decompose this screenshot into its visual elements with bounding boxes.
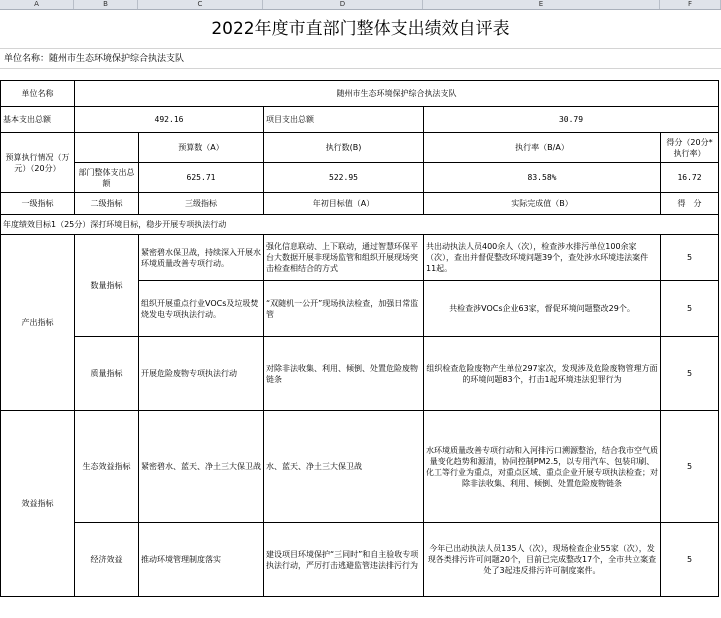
budget-value[interactable]: 625.71 <box>139 163 264 193</box>
column-header-a[interactable]: A <box>0 0 74 9</box>
column-header-c[interactable]: C <box>138 0 263 9</box>
budget-exec-label: 预算执行情况（万元）（20分） <box>1 133 75 193</box>
project-expense-label: 项目支出总额 <box>264 107 424 133</box>
score-header: 得 分 <box>661 193 719 215</box>
indicator-l3-header: 三级指标 <box>139 193 264 215</box>
table-row <box>1 411 719 523</box>
table-row <box>1 107 719 133</box>
exec-value[interactable]: 522.95 <box>264 163 424 193</box>
economic-actual[interactable]: 今年已出动执法人员135人（次），现场检查企业55家（次），发现各类排污许可问题20个，目前已完成整改17个，全市共立案查处了3起违反排污许可制度案件。 <box>424 523 661 597</box>
quantity-row1-l3[interactable]: 紧密碧水保卫战，持续深入开展水环境质量改善专项行动。 <box>139 235 264 281</box>
exec-col-header: 执行数(B) <box>264 133 424 163</box>
quantity-l2: 数量指标 <box>75 235 139 337</box>
annual-goal-line: 年度绩效目标1（25分）深打环境目标，稳步开展专项执法行动 <box>1 215 719 235</box>
column-header-e[interactable]: E <box>423 0 660 9</box>
quality-l2: 质量指标 <box>75 337 139 411</box>
rate-col-header: 执行率（B/A） <box>424 133 661 163</box>
actual-header: 实际完成值（B） <box>424 193 661 215</box>
quantity-row1-score[interactable]: 5 <box>661 235 719 281</box>
quantity-row1-target[interactable]: 强化信息联动、上下联动，通过智慧环保平台大数据开展非现场监管和组织开展现场突击检查相结合的方式 <box>264 235 424 281</box>
quality-l3[interactable]: 开展危险废物专项执法行动 <box>139 337 264 411</box>
indicator-l1-header: 一级指标 <box>1 193 75 215</box>
basic-expense-value[interactable]: 492.16 <box>75 107 264 133</box>
quantity-row2-l3[interactable]: 组织开展重点行业VOCs及垃圾焚烧发电专项执法行动。 <box>139 281 264 337</box>
budget-score-value[interactable]: 16.72 <box>661 163 719 193</box>
table-row <box>1 337 719 411</box>
target-header: 年初目标值（A） <box>264 193 424 215</box>
table-row <box>1 235 719 281</box>
effect-l1: 效益指标 <box>1 411 75 597</box>
quality-target[interactable]: 对除非法收集、利用、倾倒、处置危险废物链条 <box>264 337 424 411</box>
quantity-row1-actual[interactable]: 共出动执法人员400余人（次），检查涉水排污单位100余家（次），查出并督促整改环境问题39个，查处涉水环境违法案件11起。 <box>424 235 661 281</box>
economic-target[interactable]: 建设项目环境保护“三同时”和自主验收专项执法行动，严厉打击逃避监管违法排污行为 <box>264 523 424 597</box>
output-l1: 产出指标 <box>1 235 75 411</box>
spreadsheet <box>0 10 721 618</box>
economic-l3[interactable]: 推动环境管理制度落实 <box>139 523 264 597</box>
ecology-target[interactable]: 水、蓝天、净土三大保卫战 <box>264 411 424 523</box>
ecology-actual[interactable]: 水环境质量改善专项行动和入河排污口溯源整治，结合我市空气质量变化趋势和源清，协同控制PM2.5，以专用汽车、包装印刷、化工等行业为重点，对重点区域、重点企业开展专项执法检查；对除非法收集、利用、倾倒、处置危险废物链条 <box>424 411 661 523</box>
dept-total-label: 部门整体支出总额 <box>75 163 139 193</box>
quantity-row2-score[interactable]: 5 <box>661 281 719 337</box>
unit-value[interactable]: 随州市生态环境保护综合执法支队 <box>75 81 719 107</box>
budget-col-header: 预算数（A） <box>139 133 264 163</box>
table-row <box>1 163 719 193</box>
ecology-score[interactable]: 5 <box>661 411 719 523</box>
unit-name-line: 单位名称：随州市生态环境保护综合执法支队 <box>4 54 185 64</box>
table-row <box>1 215 719 235</box>
basic-expense-label: 基本支出总额 <box>1 107 75 133</box>
quantity-row2-target[interactable]: “双随机一公开”现场执法检查，加强日常监管 <box>264 281 424 337</box>
score-col-header: 得分（20分*执行率） <box>661 133 719 163</box>
quantity-row2-actual[interactable]: 共检查涉VOCs企业63家，督促环境问题整改29个。 <box>424 281 661 337</box>
table-row <box>1 81 719 107</box>
column-header-d[interactable]: D <box>263 0 423 9</box>
quality-score[interactable]: 5 <box>661 337 719 411</box>
economic-score[interactable]: 5 <box>661 523 719 597</box>
ecology-l3[interactable]: 紧密碧水、蓝天、净土三大保卫战 <box>139 411 264 523</box>
column-header-bar <box>0 0 721 10</box>
quality-actual[interactable]: 组织检查危险废物产生单位297家次，发现涉及危险废物管理方面的环境问题83个，打击1起环境违法犯罪行为 <box>424 337 661 411</box>
report-title: 2022年度市直部门整体支出绩效自评表 <box>211 19 510 39</box>
table-row <box>1 133 719 163</box>
economic-l2: 经济效益 <box>75 523 139 597</box>
column-header-b[interactable]: B <box>74 0 138 9</box>
indicator-l2-header: 二级指标 <box>75 193 139 215</box>
project-expense-value[interactable]: 30.79 <box>424 107 719 133</box>
evaluation-table <box>0 80 719 597</box>
column-header-f[interactable]: F <box>660 0 721 9</box>
table-row <box>1 523 719 597</box>
rate-value[interactable]: 83.58% <box>424 163 661 193</box>
table-row <box>1 193 719 215</box>
ecology-l2: 生态效益指标 <box>75 411 139 523</box>
unit-label: 单位名称 <box>1 81 75 107</box>
